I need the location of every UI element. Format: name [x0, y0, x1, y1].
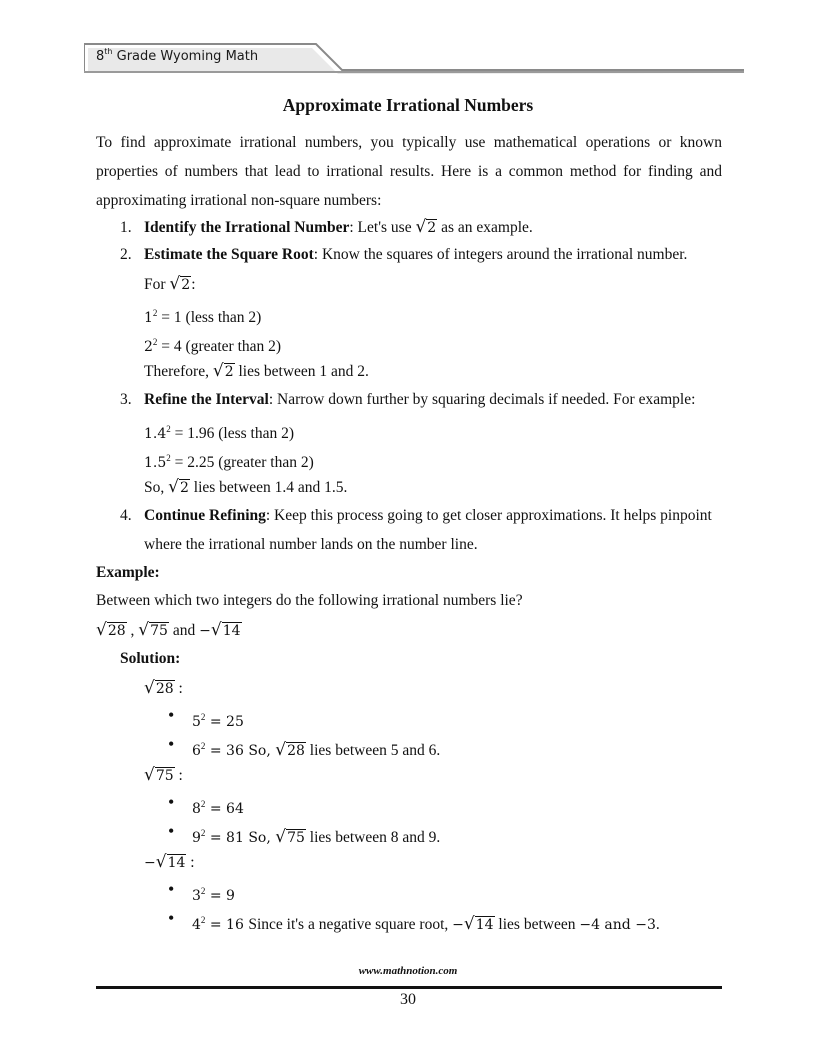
- step-2: 2. Estimate the Square Root: Know the squares of integers around the irrational number.: [120, 246, 688, 263]
- bullet-dot: •: [168, 821, 175, 841]
- bullet-dot: •: [168, 908, 175, 928]
- header-title: 8th Grade Wyoming Math: [96, 47, 259, 64]
- sqrt-2: √2: [415, 217, 437, 237]
- example-label: Example:: [96, 564, 160, 581]
- bullet-item: $8^2 = 64$: [192, 799, 244, 817]
- example-numbers: √28 , √75 and −√14: [96, 620, 241, 640]
- bullet-item: $6^2 = 36$ So, √28 lies between 5 and 6.: [192, 740, 441, 760]
- bullet-dot: •: [168, 734, 175, 754]
- footer-divider: [96, 986, 722, 989]
- step-4: 4. Continue Refining: Keep this process going to get closer approximations. It helps pinpoint: [120, 507, 712, 524]
- step-3-line-2: $1.5^2 = 2.25$ (greater than 2): [144, 453, 314, 471]
- bullet-item: $9^2 = 81$ So, √75 lies between 8 and 9.: [192, 827, 441, 847]
- step-4-continued: where the irrational number lands on the number line.: [144, 536, 478, 553]
- footer-website: www.mathnotion.com: [358, 965, 458, 977]
- example-question: Between which two integers do the following irrational numbers lie?: [96, 592, 523, 609]
- bullet-item: $5^2 = 25$: [192, 712, 244, 730]
- step-3-so: So, √2 lies between 1.4 and 1.5.: [144, 477, 348, 497]
- page-title: Approximate Irrational Numbers: [282, 95, 534, 115]
- bullet-item: $3^2 = 9$: [192, 886, 235, 904]
- step-1: 1. Identify the Irrational Number: Let's use √2 as an example.: [120, 217, 533, 237]
- bullet-dot: •: [168, 705, 175, 725]
- step-2-line-2: $2^2 = 4$ (greater than 2): [144, 337, 282, 355]
- intro-paragraph: To find approximate irrational numbers, you typically use mathematical operations or known properties of numbers that lead to irrational results. Here is a common method for finding and approximating irrational non-square numbers:: [96, 134, 722, 209]
- bullet-dot: •: [168, 879, 175, 899]
- step-2-line-1: $1^2 = 1$ (less than 2): [144, 308, 262, 326]
- group-sqrt-28: √28 :: [144, 678, 183, 698]
- group-neg-sqrt-14: −√14 :: [144, 852, 195, 872]
- page-number: 30: [400, 991, 416, 1008]
- bullet-dot: •: [168, 792, 175, 812]
- bullet-item: $4^2 = 16$ Since it's a negative square root, −√14 lies between −4 and −3.: [192, 914, 660, 934]
- step-3: 3. Refine the Interval: Narrow down further by squaring decimals if needed. For example:: [120, 391, 696, 408]
- group-sqrt-75: √75 :: [144, 765, 183, 785]
- solution-label: Solution:: [120, 650, 181, 667]
- step-2-for: For √2:: [144, 274, 196, 294]
- step-3-line-1: $1.4^2 = 1.96$ (less than 2): [144, 424, 295, 442]
- step-2-therefore: Therefore, √2 lies between 1 and 2.: [144, 361, 369, 381]
